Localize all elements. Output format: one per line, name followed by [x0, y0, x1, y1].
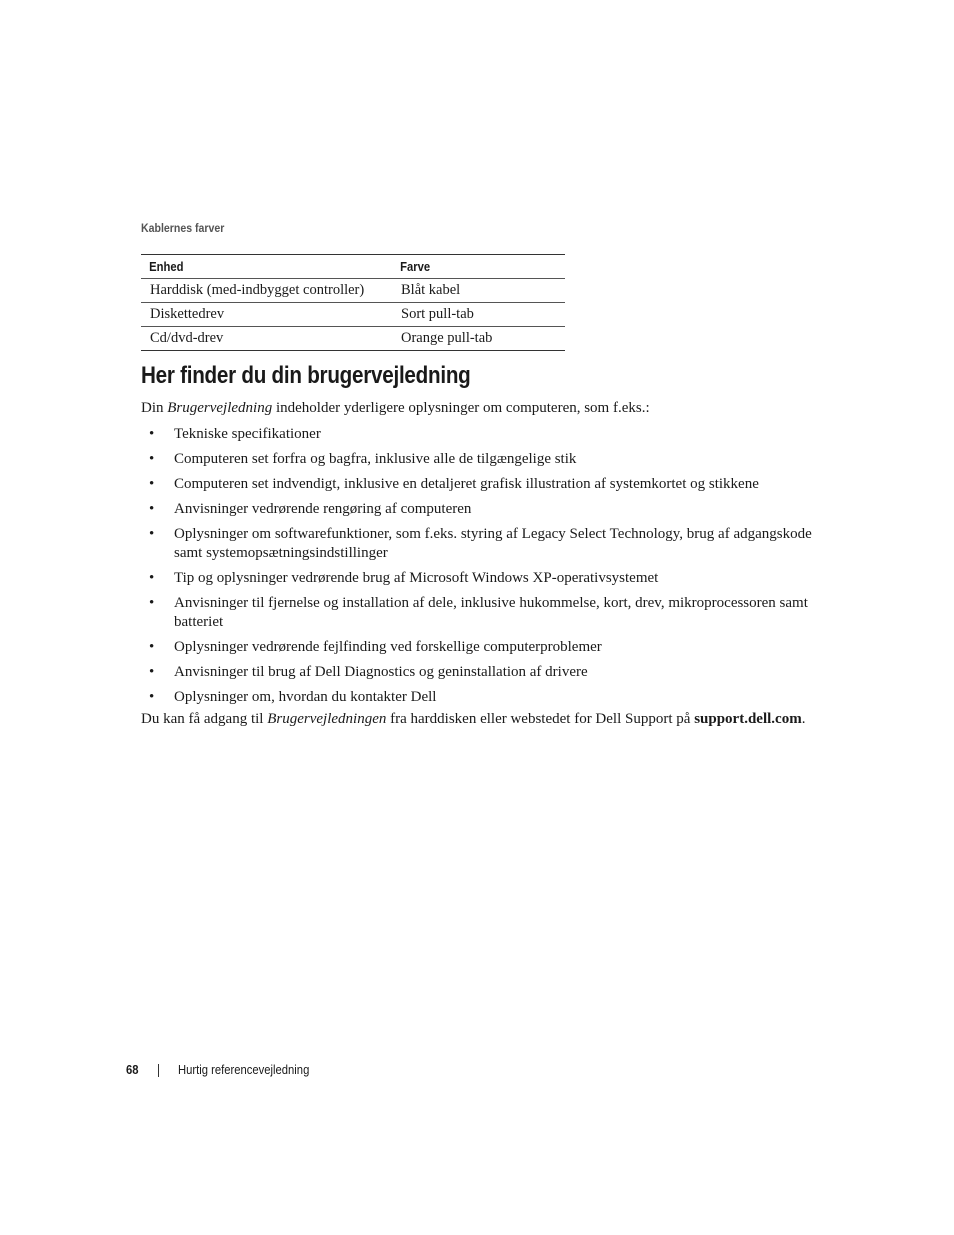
intro-paragraph — [141, 400, 650, 417]
section-title: Her finder du din brugervejledning — [141, 362, 471, 389]
table-header-row — [141, 255, 565, 278]
list-item — [141, 475, 821, 494]
bullet-icon: • — [149, 526, 155, 542]
bullet-icon: • — [149, 595, 155, 611]
bullet-icon: • — [149, 570, 155, 586]
access-paragraph — [141, 711, 805, 728]
list-item — [141, 638, 821, 657]
list-item-text: Oplysninger om softwarefunktioner, som f.eks. styring af Legacy Select Technology, brug af adgangskode samt systemopsætningsindstillinger — [174, 526, 812, 561]
table-row — [141, 326, 565, 350]
cable-color-table — [141, 254, 565, 351]
bullet-icon: • — [149, 689, 155, 705]
intro-text-after: indeholder yderligere oplysninger om computeren, som f.eks.: — [272, 400, 650, 416]
list-item — [141, 525, 821, 563]
table-caption: Kablernes farver — [141, 221, 225, 235]
page-footer — [126, 1063, 324, 1077]
table-row — [141, 278, 565, 302]
bullet-icon: • — [149, 476, 155, 492]
list-item-text: Anvisninger til fjernelse og installation af dele, inklusive hukommelse, kort, drev, mikroprocessoren samt batteriet — [174, 595, 808, 630]
list-item — [141, 425, 821, 444]
outro-text-italic: Brugervejledningen — [267, 711, 387, 727]
bullet-icon: • — [149, 451, 155, 467]
list-item — [141, 450, 821, 469]
outro-text-middle: fra harddisken eller webstedet for Dell Support på — [386, 711, 695, 727]
outro-text-before: Du kan få adgang til — [141, 711, 268, 727]
list-item — [141, 663, 821, 682]
intro-text-before: Din — [141, 400, 168, 416]
list-item-text: Computeren set indvendigt, inklusive en detaljeret grafisk illustration af systemkortet og stikkene — [174, 476, 759, 492]
footer-title: Hurtig referencevejledning — [177, 1063, 310, 1077]
list-item-text: Oplysninger vedrørende fejlfinding ved forskellige computerproblemer — [174, 639, 602, 655]
feature-bullet-list — [141, 425, 821, 713]
table-cell-color: Blåt kabel — [401, 282, 461, 298]
table-row — [141, 302, 565, 326]
bullet-icon: • — [149, 501, 155, 517]
list-item — [141, 688, 821, 707]
page-number: 68 — [126, 1063, 139, 1077]
list-item-text: Oplysninger om, hvordan du kontakter Dell — [174, 689, 437, 705]
column-header-farve: Farve — [400, 259, 431, 274]
outro-text-after: . — [801, 711, 806, 727]
list-item-text: Anvisninger vedrørende rengøring af computeren — [174, 501, 472, 517]
bullet-icon: • — [149, 639, 155, 655]
list-item-text: Anvisninger til brug af Dell Diagnostics og geninstallation af drivere — [174, 664, 588, 680]
table-cell-color: Sort pull-tab — [401, 306, 474, 322]
list-item — [141, 500, 821, 519]
table-cell-color: Orange pull-tab — [401, 330, 493, 346]
footer-divider — [158, 1064, 159, 1077]
column-header-enhed: Enhed — [149, 259, 184, 274]
list-item-text: Tip og oplysninger vedrørende brug af Microsoft Windows XP-operativsystemet — [174, 570, 659, 586]
support-url: support.dell.com — [694, 711, 802, 727]
bullet-icon: • — [149, 664, 155, 680]
table-cell-device: Cd/dvd-drev — [150, 330, 224, 346]
table-cell-device: Diskettedrev — [150, 306, 225, 322]
intro-text-italic: Brugervejledning — [167, 400, 273, 416]
list-item-text: Tekniske specifikationer — [174, 426, 321, 442]
list-item-text: Computeren set forfra og bagfra, inklusive alle de tilgængelige stik — [174, 451, 577, 467]
bullet-icon: • — [149, 426, 155, 442]
list-item — [141, 569, 821, 588]
table-cell-device: Harddisk (med-indbygget controller) — [150, 282, 365, 298]
list-item — [141, 594, 821, 632]
